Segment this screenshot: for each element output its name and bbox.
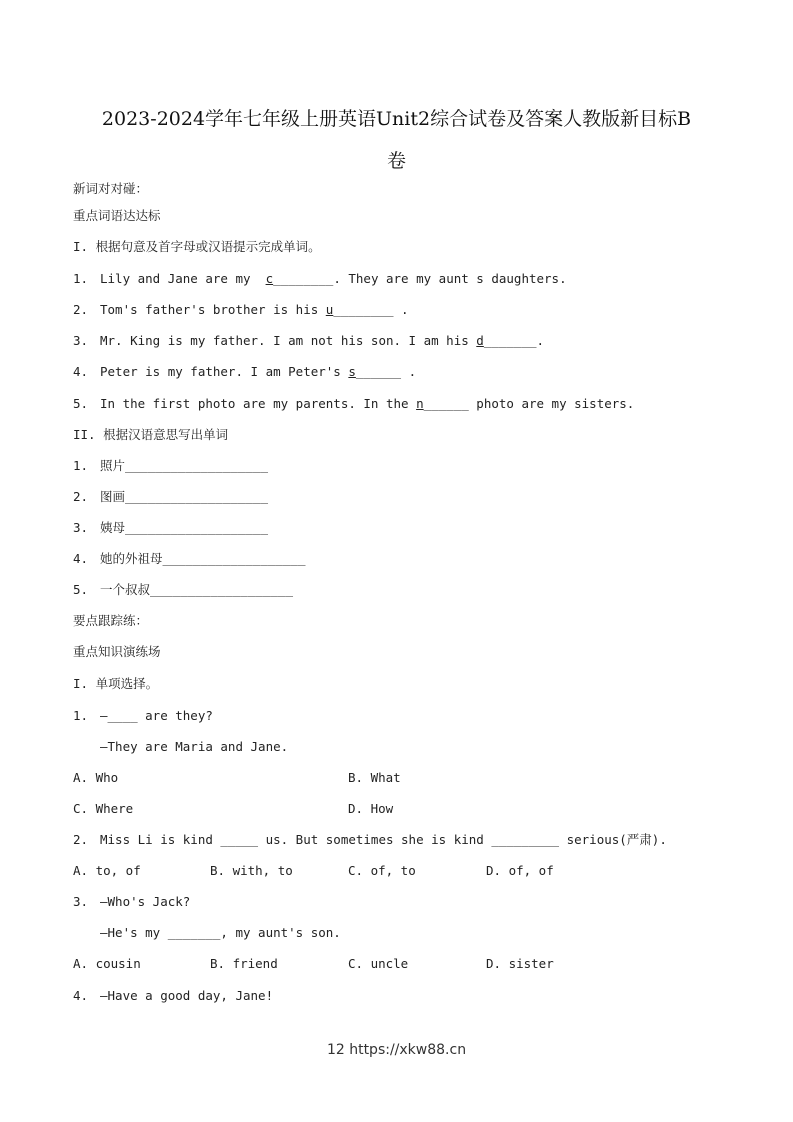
q-blank: ______ photo are my sisters. xyxy=(423,396,635,411)
q-text: —Have a good day, Jane! xyxy=(100,988,274,1003)
q-num: 4. xyxy=(73,551,89,566)
section-label: 重点词语达达标 xyxy=(73,208,161,223)
q-blank: _______. xyxy=(483,333,545,348)
hint-letter: u xyxy=(325,302,334,317)
section-label: 要点跟踪练： xyxy=(73,613,149,628)
option: D. of, of xyxy=(486,863,554,878)
question xyxy=(73,549,306,569)
doc-title-cont: 卷 xyxy=(386,150,406,172)
hint-letter: n xyxy=(416,396,424,411)
question xyxy=(73,580,293,600)
q-num: 2. xyxy=(73,302,89,317)
option: C. of, to xyxy=(348,863,416,878)
q-text: Miss Li is kind _____ us. But sometimes she is kind _________ serious(严肃). xyxy=(100,832,667,847)
q-text: 一个叔叔___________________ xyxy=(100,582,293,597)
section-label: 新词对对碰： xyxy=(73,181,149,196)
q-num: 3. xyxy=(73,520,89,535)
q-num: 4. xyxy=(73,988,89,1003)
option: A. to, of xyxy=(73,863,141,878)
q-text: Mr. King is my father. I am not his son. I am his xyxy=(100,333,477,348)
option: A. cousin xyxy=(73,956,141,971)
question xyxy=(73,986,273,1006)
q-num: 2. xyxy=(73,832,89,847)
q-num: 3. xyxy=(73,894,89,909)
question xyxy=(73,830,667,850)
part-heading: I. 单项选择。 xyxy=(73,676,159,691)
options-row xyxy=(73,799,673,819)
q-text: Peter is my father. I am Peter's xyxy=(100,364,349,379)
q-text: 她的外祖母___________________ xyxy=(100,551,306,566)
hint-letter: c xyxy=(265,271,274,286)
hint-letter: s xyxy=(348,364,356,379)
q-num: 5. xyxy=(73,396,89,411)
option: D. sister xyxy=(486,956,554,971)
q-blank: ________. They are my aunt s daughters. xyxy=(273,271,567,286)
q-text: In the first photo are my parents. In the xyxy=(100,396,417,411)
doc-title: 2023-2024学年七年级上册英语Unit2综合试卷及答案人教版新目标B xyxy=(101,108,692,130)
question xyxy=(73,892,190,912)
option: A. Who xyxy=(73,770,119,785)
question xyxy=(73,456,268,476)
question xyxy=(73,518,268,538)
option: B. friend xyxy=(210,956,278,971)
q-text: —They are Maria and Jane. xyxy=(100,739,289,754)
q-num: 1. xyxy=(73,271,89,286)
question xyxy=(73,331,544,351)
question xyxy=(73,706,213,726)
option: B. with, to xyxy=(210,863,293,878)
q-text: 姨母___________________ xyxy=(100,520,268,535)
q-blank: ______ . xyxy=(355,364,417,379)
options-row xyxy=(73,861,673,881)
q-blank: ________ . xyxy=(333,302,409,317)
question xyxy=(73,269,567,289)
q-text: 照片___________________ xyxy=(100,458,268,473)
q-num: 3. xyxy=(73,333,89,348)
q-num: 1. xyxy=(73,708,89,723)
options-row xyxy=(73,768,673,788)
q-num: 4. xyxy=(73,364,89,379)
options-row xyxy=(73,954,673,974)
q-num: 5. xyxy=(73,582,89,597)
part-heading: I. 根据句意及首字母或汉语提示完成单词。 xyxy=(73,239,321,254)
question xyxy=(73,300,409,320)
q-text: —Who's Jack? xyxy=(100,894,191,909)
q-text: —He's my _______, my aunt's son. xyxy=(100,925,341,940)
q-text: —____ are they? xyxy=(100,708,213,723)
option: B. What xyxy=(348,770,401,785)
question xyxy=(73,362,416,382)
hint-letter: d xyxy=(476,333,484,348)
q-text: Lily and Jane are my xyxy=(100,271,266,286)
option: C. uncle xyxy=(348,956,409,971)
section-label: 重点知识演练场 xyxy=(73,644,161,659)
option: D. How xyxy=(348,801,394,816)
page-footer: 12 https://xkw88.cn xyxy=(326,1042,467,1058)
part-heading: II. 根据汉语意思写出单词 xyxy=(73,427,229,442)
question xyxy=(73,394,634,414)
q-num: 2. xyxy=(73,489,89,504)
q-num: 1. xyxy=(73,458,89,473)
q-text: Tom's father's brother is his xyxy=(100,302,326,317)
q-text: 图画___________________ xyxy=(100,489,268,504)
question xyxy=(73,487,268,507)
option: C. Where xyxy=(73,801,134,816)
